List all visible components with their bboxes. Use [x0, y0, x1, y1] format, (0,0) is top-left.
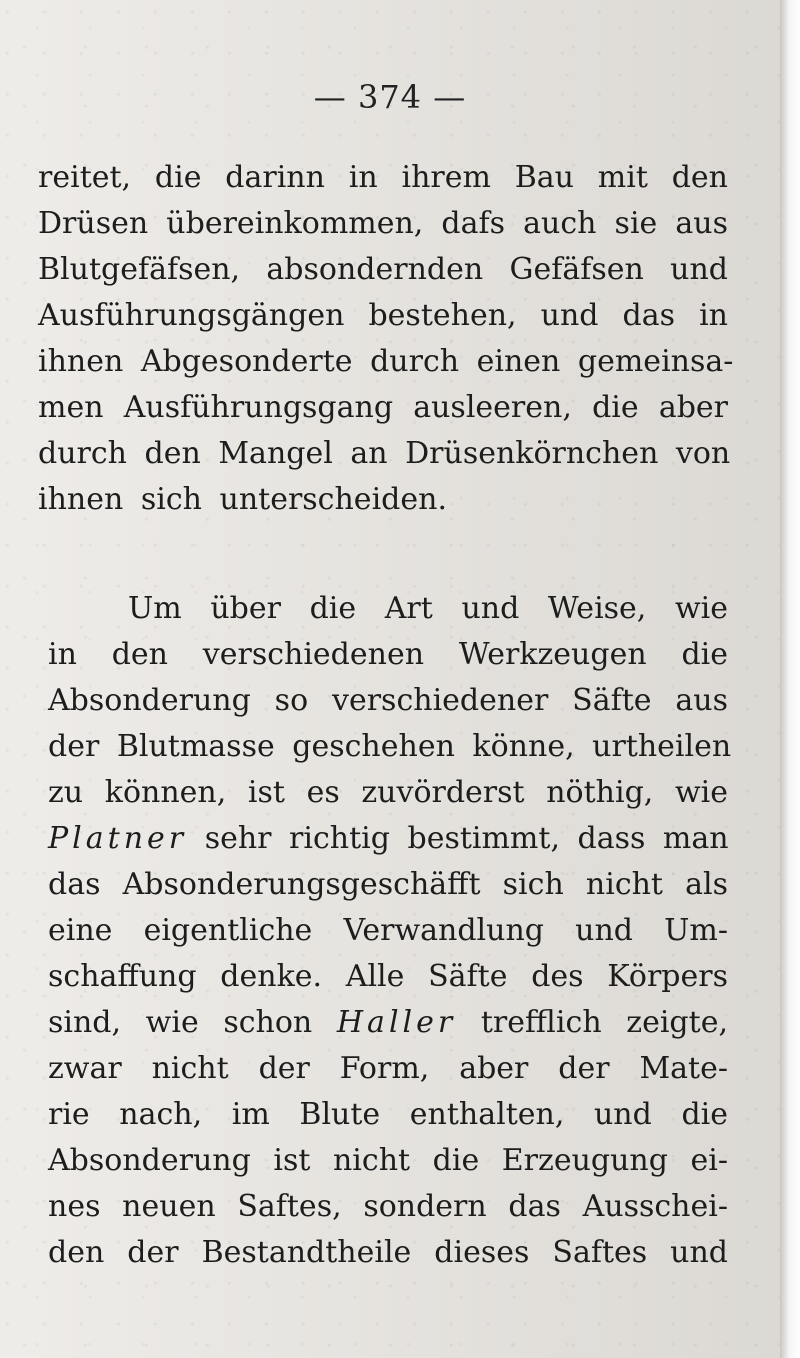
text-line: Absonderung so verschiedener Säfte aus [48, 683, 728, 718]
paragraph-1 [38, 155, 734, 523]
text-line: den der Bestandtheile dieses Saftes und [48, 1235, 728, 1270]
text-line: Blutgefäfsen, absondernden Gefäfsen und [38, 252, 728, 287]
text-line: reitet, die darinn in ihrem Bau mit den [38, 160, 728, 195]
text-line: ihnen Abgesonderte durch einen gemeinsa- [38, 344, 734, 379]
page-edge-shadow [780, 0, 800, 1358]
text-line [48, 816, 728, 862]
text-line: rie nach, im Blute enthalten, und die [48, 1097, 728, 1132]
text-line: Drüsen übereinkommen, dafs auch sie aus [38, 206, 728, 241]
text-line: ihnen sich unterscheiden. [38, 482, 447, 517]
text-line: schaffung denke. Alle Säfte des Körpers [48, 959, 728, 994]
text-line: durch den Mangel an Drüsenkörnchen von [38, 436, 731, 471]
text-line: nes neuen Saftes, sondern das Ausschei- [48, 1189, 728, 1224]
author-name-platner: Platner [48, 821, 188, 856]
page-number: — 374 — [313, 78, 467, 116]
text-line: in den verschiedenen Werkzeugen die [48, 637, 728, 672]
text-line: Absonderung ist nicht die Erzeugung ei- [48, 1143, 728, 1178]
text-line: eine eigentliche Verwandlung und Um- [48, 913, 728, 948]
text-line [48, 1000, 728, 1046]
text-line: Ausführungsgängen bestehen, und das in [38, 298, 728, 333]
text-segment: sind, wie schon [48, 1005, 313, 1040]
text-segment: sehr richtig bestimmt, dass man [204, 821, 729, 856]
paragraph-2 [48, 586, 732, 1276]
author-name-haller: Haller [336, 1005, 457, 1040]
text-line: das Absonderungsgeschäfft sich nicht als [48, 867, 728, 902]
text-line: zwar nicht der Form, aber der Mate- [48, 1051, 728, 1086]
text-segment: trefflich zeigte, [480, 1005, 728, 1040]
text-line [48, 586, 728, 632]
text-line: der Blutmasse geschehen könne, urtheilen [48, 729, 732, 764]
text-line: men Ausführungsgang ausleeren, die aber [38, 390, 728, 425]
text-line: zu können, ist es zuvörderst nöthig, wie [48, 775, 728, 810]
text-segment: Um über die Art und Weise, wie [128, 591, 728, 626]
